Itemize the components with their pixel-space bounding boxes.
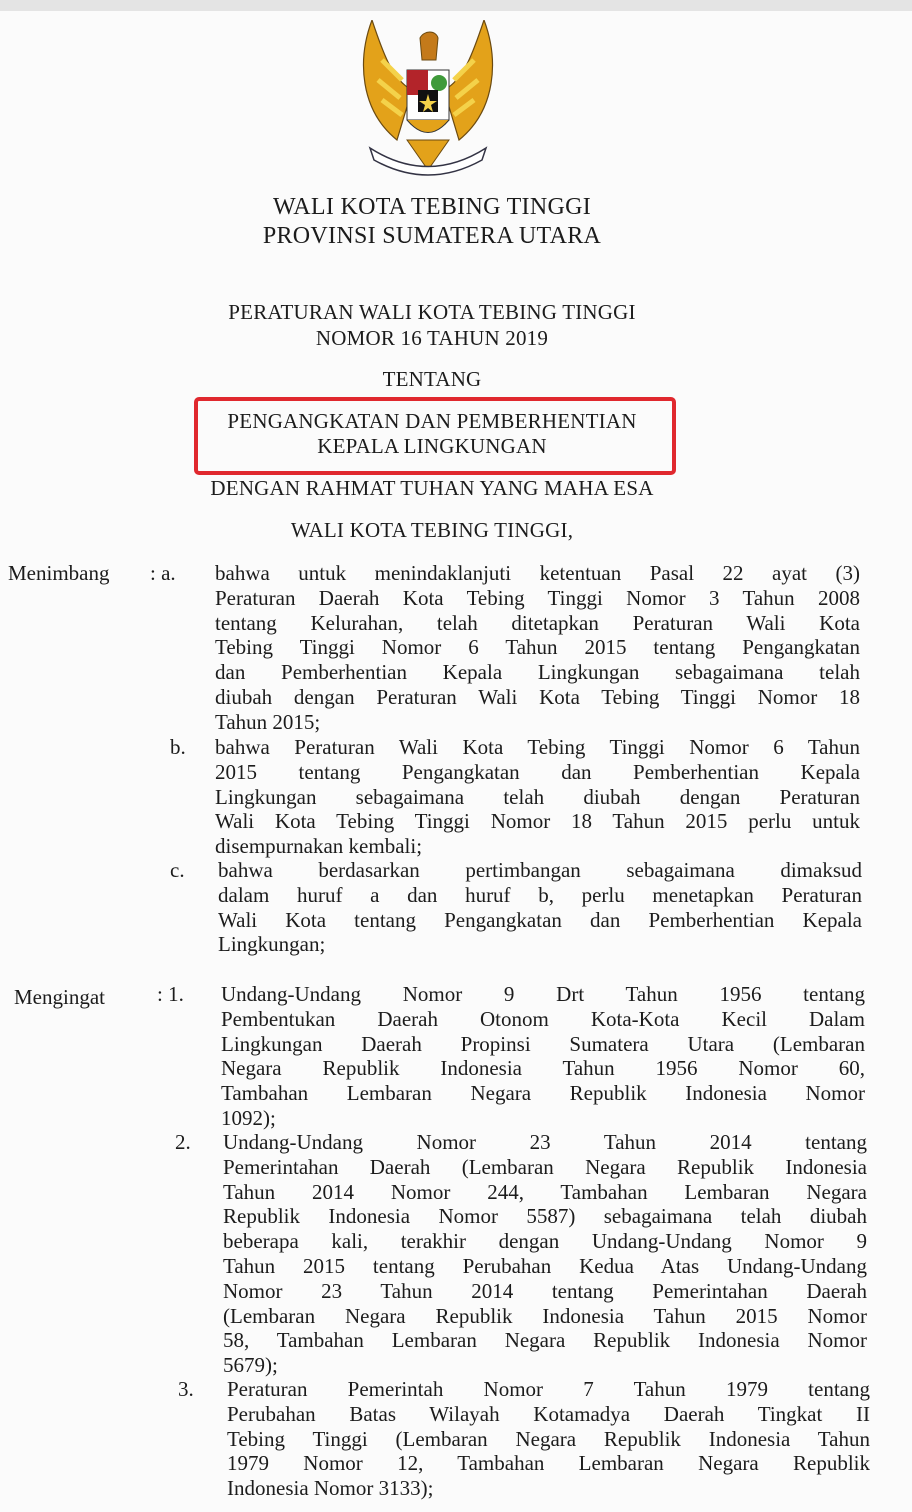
text-line: Tebing Tinggi (Lembaran Negara Republik Indonesia Tahun [227,1426,870,1451]
text-line: Tebing Tinggi Nomor 6 Tahun 2015 tentang Pengangkatan [215,635,860,660]
text-line: Pembentukan Daerah Otonom Kota-Kota Kecil Dalam [221,1006,865,1031]
text-line: 58, Tambahan Lembaran Negara Republik Indonesia Nomor [223,1328,867,1353]
text-line: Peraturan Daerah Kota Tebing Tinggi Nomor 3 Tahun 2008 [215,585,860,610]
tentang-heading: TENTANG [382,367,482,391]
text-line: Pemerintahan Daerah (Lembaran Negara Republik Indonesia [223,1154,867,1179]
text-line: Tambahan Lembaran Negara Republik Indonesia Nomor [221,1081,865,1106]
text-line: disempurnakan kembali; [215,834,423,859]
text-line: Tahun 2015 tentang Perubahan Kedua Atas Undang-Undang [223,1253,867,1278]
text-line: bahwa berdasarkan pertimbangan sebagaimana dimaksud [218,858,862,882]
issuer-name: WALI KOTA TEBING TINGGI [272,194,592,220]
mengingat-label: Mengingat [14,985,105,1009]
text-line: 1979 Nomor 12, Tambahan Lembaran Negara Republik [227,1451,870,1476]
viewer-top-bar [0,0,912,11]
province-name: PROVINSI SUMATERA UTARA [262,223,602,249]
text-line: tentang Kelurahan, telah ditetapkan Peraturan Wali Kota [215,610,860,635]
text-line: Tahun 2015; [215,709,321,734]
mengingat-item-marker: : 1. [157,982,184,1006]
subject-line-1: PENGANGKATAN DAN PEMBERHENTIAN [227,409,637,433]
text-line: Lingkungan sebagaimana telah diubah dengan Peraturan [215,784,860,809]
rahmat-line: DENGAN RAHMAT TUHAN YANG MAHA ESA [210,476,654,500]
garuda-emblem-icon [352,20,504,185]
text-line: Perubahan Batas Wilayah Kotamadya Daerah Tingkat II [227,1401,870,1426]
menimbang-item-marker: c. [170,858,185,882]
mengingat-item-text [223,1130,867,1378]
text-line: Wali Kota Tebing Tinggi Nomor 18 Tahun 2015 perlu untuk [215,809,860,834]
text-line: Nomor 23 Tahun 2014 tentang Pemerintahan Daerah [223,1278,867,1303]
text-line: 5679); [223,1353,278,1378]
text-line: bahwa Peraturan Wali Kota Tebing Tinggi Nomor 6 Tahun [215,735,860,759]
text-line: Undang-Undang Nomor 23 Tahun 2014 tentang [223,1130,867,1154]
text-line: Lingkungan Daerah Propinsi Sumatera Utara (Lembaran [221,1031,865,1056]
mengingat-item-marker: 3. [178,1377,194,1401]
subject-line-2: KEPALA LINGKUNGAN [317,434,547,458]
text-line: Undang-Undang Nomor 9 Drt Tahun 1956 tentang [221,982,865,1006]
text-line: dalam huruf a dan huruf b, perlu menetapkan Peraturan [218,882,862,907]
walikota-line: WALI KOTA TEBING TINGGI, [290,518,574,542]
menimbang-item-text [215,735,860,859]
regulation-title: PERATURAN WALI KOTA TEBING TINGGI [228,300,636,324]
text-line: bahwa untuk menindaklanjuti ketentuan Pasal 22 ayat (3) [215,561,860,585]
text-line: Lingkungan; [218,932,326,957]
text-line: diubah dengan Peraturan Wali Kota Tebing Tinggi Nomor 18 [215,684,860,709]
mengingat-item-text [227,1377,870,1501]
menimbang-item-text [218,858,862,957]
text-line: 2015 tentang Pengangkatan dan Pemberhentian Kepala [215,759,860,784]
text-line: 1092); [221,1105,276,1130]
menimbang-item-marker: b. [170,735,186,759]
text-line: Peraturan Pemerintah Nomor 7 Tahun 1979 tentang [227,1377,870,1401]
text-line: Wali Kota tentang Pengangkatan dan Pemberhentian Kepala [218,907,862,932]
text-line: (Lembaran Negara Republik Indonesia Tahun 2015 Nomor [223,1303,867,1328]
mengingat-item-text [221,982,865,1131]
menimbang-item-marker: : a. [150,561,176,585]
menimbang-label: Menimbang [8,561,110,585]
mengingat-item-marker: 2. [175,1130,191,1154]
regulation-number: NOMOR 16 TAHUN 2019 [315,326,549,350]
text-line: Indonesia Nomor 3133); [227,1476,434,1501]
text-line: dan Pemberhentian Kepala Lingkungan sebagaimana telah [215,660,860,685]
menimbang-item-text [215,561,860,735]
text-line: Republik Indonesia Nomor 5587) sebagaimana telah diubah [223,1204,867,1229]
text-line: Negara Republik Indonesia Tahun 1956 Nomor 60, [221,1056,865,1081]
text-line: beberapa kali, terakhir dengan Undang-Undang Nomor 9 [223,1229,867,1254]
text-line: Tahun 2014 Nomor 244, Tambahan Lembaran Negara [223,1179,867,1204]
